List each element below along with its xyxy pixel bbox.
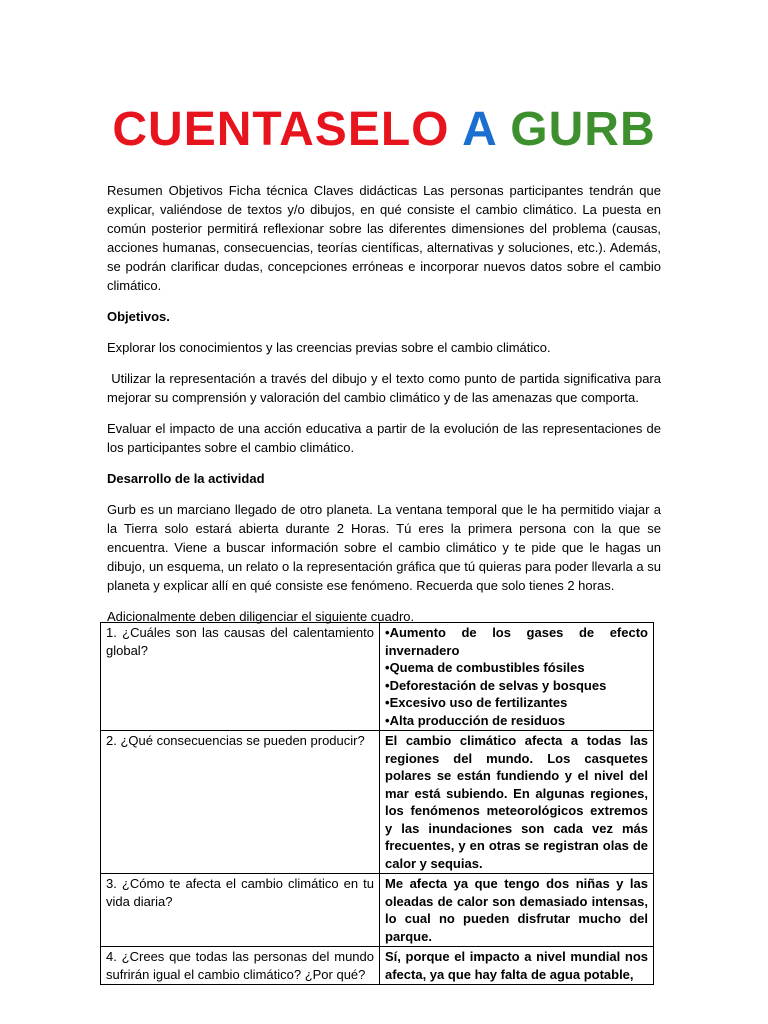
answer-cell: Sí, porque el impacto a nivel mundial nos afecta, ya que hay falta de agua potable, bbox=[380, 947, 654, 985]
objectives-heading: Objetivos. bbox=[107, 309, 170, 324]
bullet-icon: • bbox=[385, 695, 390, 710]
answer-cell: El cambio climático afecta a todas las regiones del mundo. Los casquetes polares se están fundiendo y el nivel del mar está subiendo. En algunas regiones, los fenómenos meteorológicos extremos y las inundaciones son cada vez más frecuentes, y en otras se registran olas de calor y sequias. bbox=[380, 731, 654, 874]
bullet-icon: • bbox=[385, 660, 390, 675]
answer-cell bbox=[380, 623, 654, 731]
question-cell: 4. ¿Crees que todas las personas del mundo sufrirán igual el cambio climático? ¿Por qué? bbox=[101, 947, 380, 985]
answer-cell: Me afecta ya que tengo dos niñas y las oleadas de calor son demasiado intensas, lo cual no pueden disfrutar mucho del parque. bbox=[380, 874, 654, 947]
list-item bbox=[385, 659, 648, 677]
bullet-icon: • bbox=[385, 625, 390, 640]
question-cell: 1. ¿Cuáles son las causas del calentamiento global? bbox=[101, 623, 380, 731]
objective-1: Explorar los conocimientos y las creencias previas sobre el cambio climático. bbox=[107, 340, 551, 355]
table-row bbox=[101, 623, 654, 731]
title-word-cuentaselo: CUENTASELO bbox=[112, 103, 450, 156]
bullet-icon: • bbox=[385, 677, 390, 693]
title-word-a: A bbox=[462, 103, 496, 156]
list-item bbox=[385, 712, 648, 730]
list-item-text: Deforestación de selvas y bosques bbox=[389, 677, 607, 693]
list-item bbox=[385, 677, 648, 695]
additional-note: Adicionalmente deben diligenciar el siguiente cuadro. bbox=[107, 609, 415, 624]
list-item bbox=[385, 694, 648, 712]
development-paragraph: Gurb es un marciano llegado de otro planeta. La ventana temporal que le ha permitido viajar a la Tierra solo estará abierta durante 2 Horas. Tú eres la primera persona con la que se encuentra. Viene a buscar información sobre el cambio climático y te pide que le hagas un dibujo, un esquema, un relato o la representación gráfica que tú quieras para poder llevarla a su planeta y explicar allí en qué consiste ese fenómeno. Recuerda que solo tienes 2 horas. bbox=[107, 502, 661, 593]
title-word-gurb: GURB bbox=[510, 103, 656, 156]
questions-table bbox=[100, 622, 654, 985]
list-item-text: Aumento de los gases de efecto invernadero bbox=[385, 625, 648, 658]
list-item bbox=[385, 624, 648, 659]
list-item-text: Alta producción de residuos bbox=[389, 712, 566, 728]
question-cell: 3. ¿Cómo te afecta el cambio climático en tu vida diaria? bbox=[101, 874, 380, 947]
document-body bbox=[107, 181, 665, 638]
intro-paragraph: Resumen Objetivos Ficha técnica Claves didácticas Las personas participantes tendrán que explicar, valiéndose de textos y/o dibujos, en qué consiste el cambio climático. La puesta en común posterior permitirá reflexionar sobre las diferentes dimensiones del problema (causas, acciones humanas, consecuencias, teorías científicas, alternativas y soluciones, etc.). Además, se podrán clarificar dudas, concepciones erróneas e incorporar nuevos datos sobre el cambio climático. bbox=[107, 183, 661, 293]
list-item-text: Excesivo uso de fertilizantes bbox=[389, 695, 568, 710]
objective-3: Evaluar el impacto de una acción educativa a partir de la evolución de las representaciones de los participantes sobre el cambio climático. bbox=[107, 421, 661, 455]
objective-2: Utilizar la representación a través del dibujo y el texto como punto de partida significativa para mejorar su comprensión y valoración del cambio climático y de las amenazas que comporta. bbox=[107, 371, 665, 405]
list-item-text: Quema de combustibles fósiles bbox=[389, 660, 585, 675]
causes-list bbox=[385, 624, 648, 729]
question-cell: 2. ¿Qué consecuencias se pueden producir? bbox=[101, 731, 380, 874]
document-title bbox=[0, 102, 768, 158]
bullet-icon: • bbox=[385, 712, 390, 728]
table-row bbox=[101, 874, 654, 947]
development-heading: Desarrollo de la actividad bbox=[107, 471, 265, 486]
table-row bbox=[101, 947, 654, 985]
table-row bbox=[101, 731, 654, 874]
